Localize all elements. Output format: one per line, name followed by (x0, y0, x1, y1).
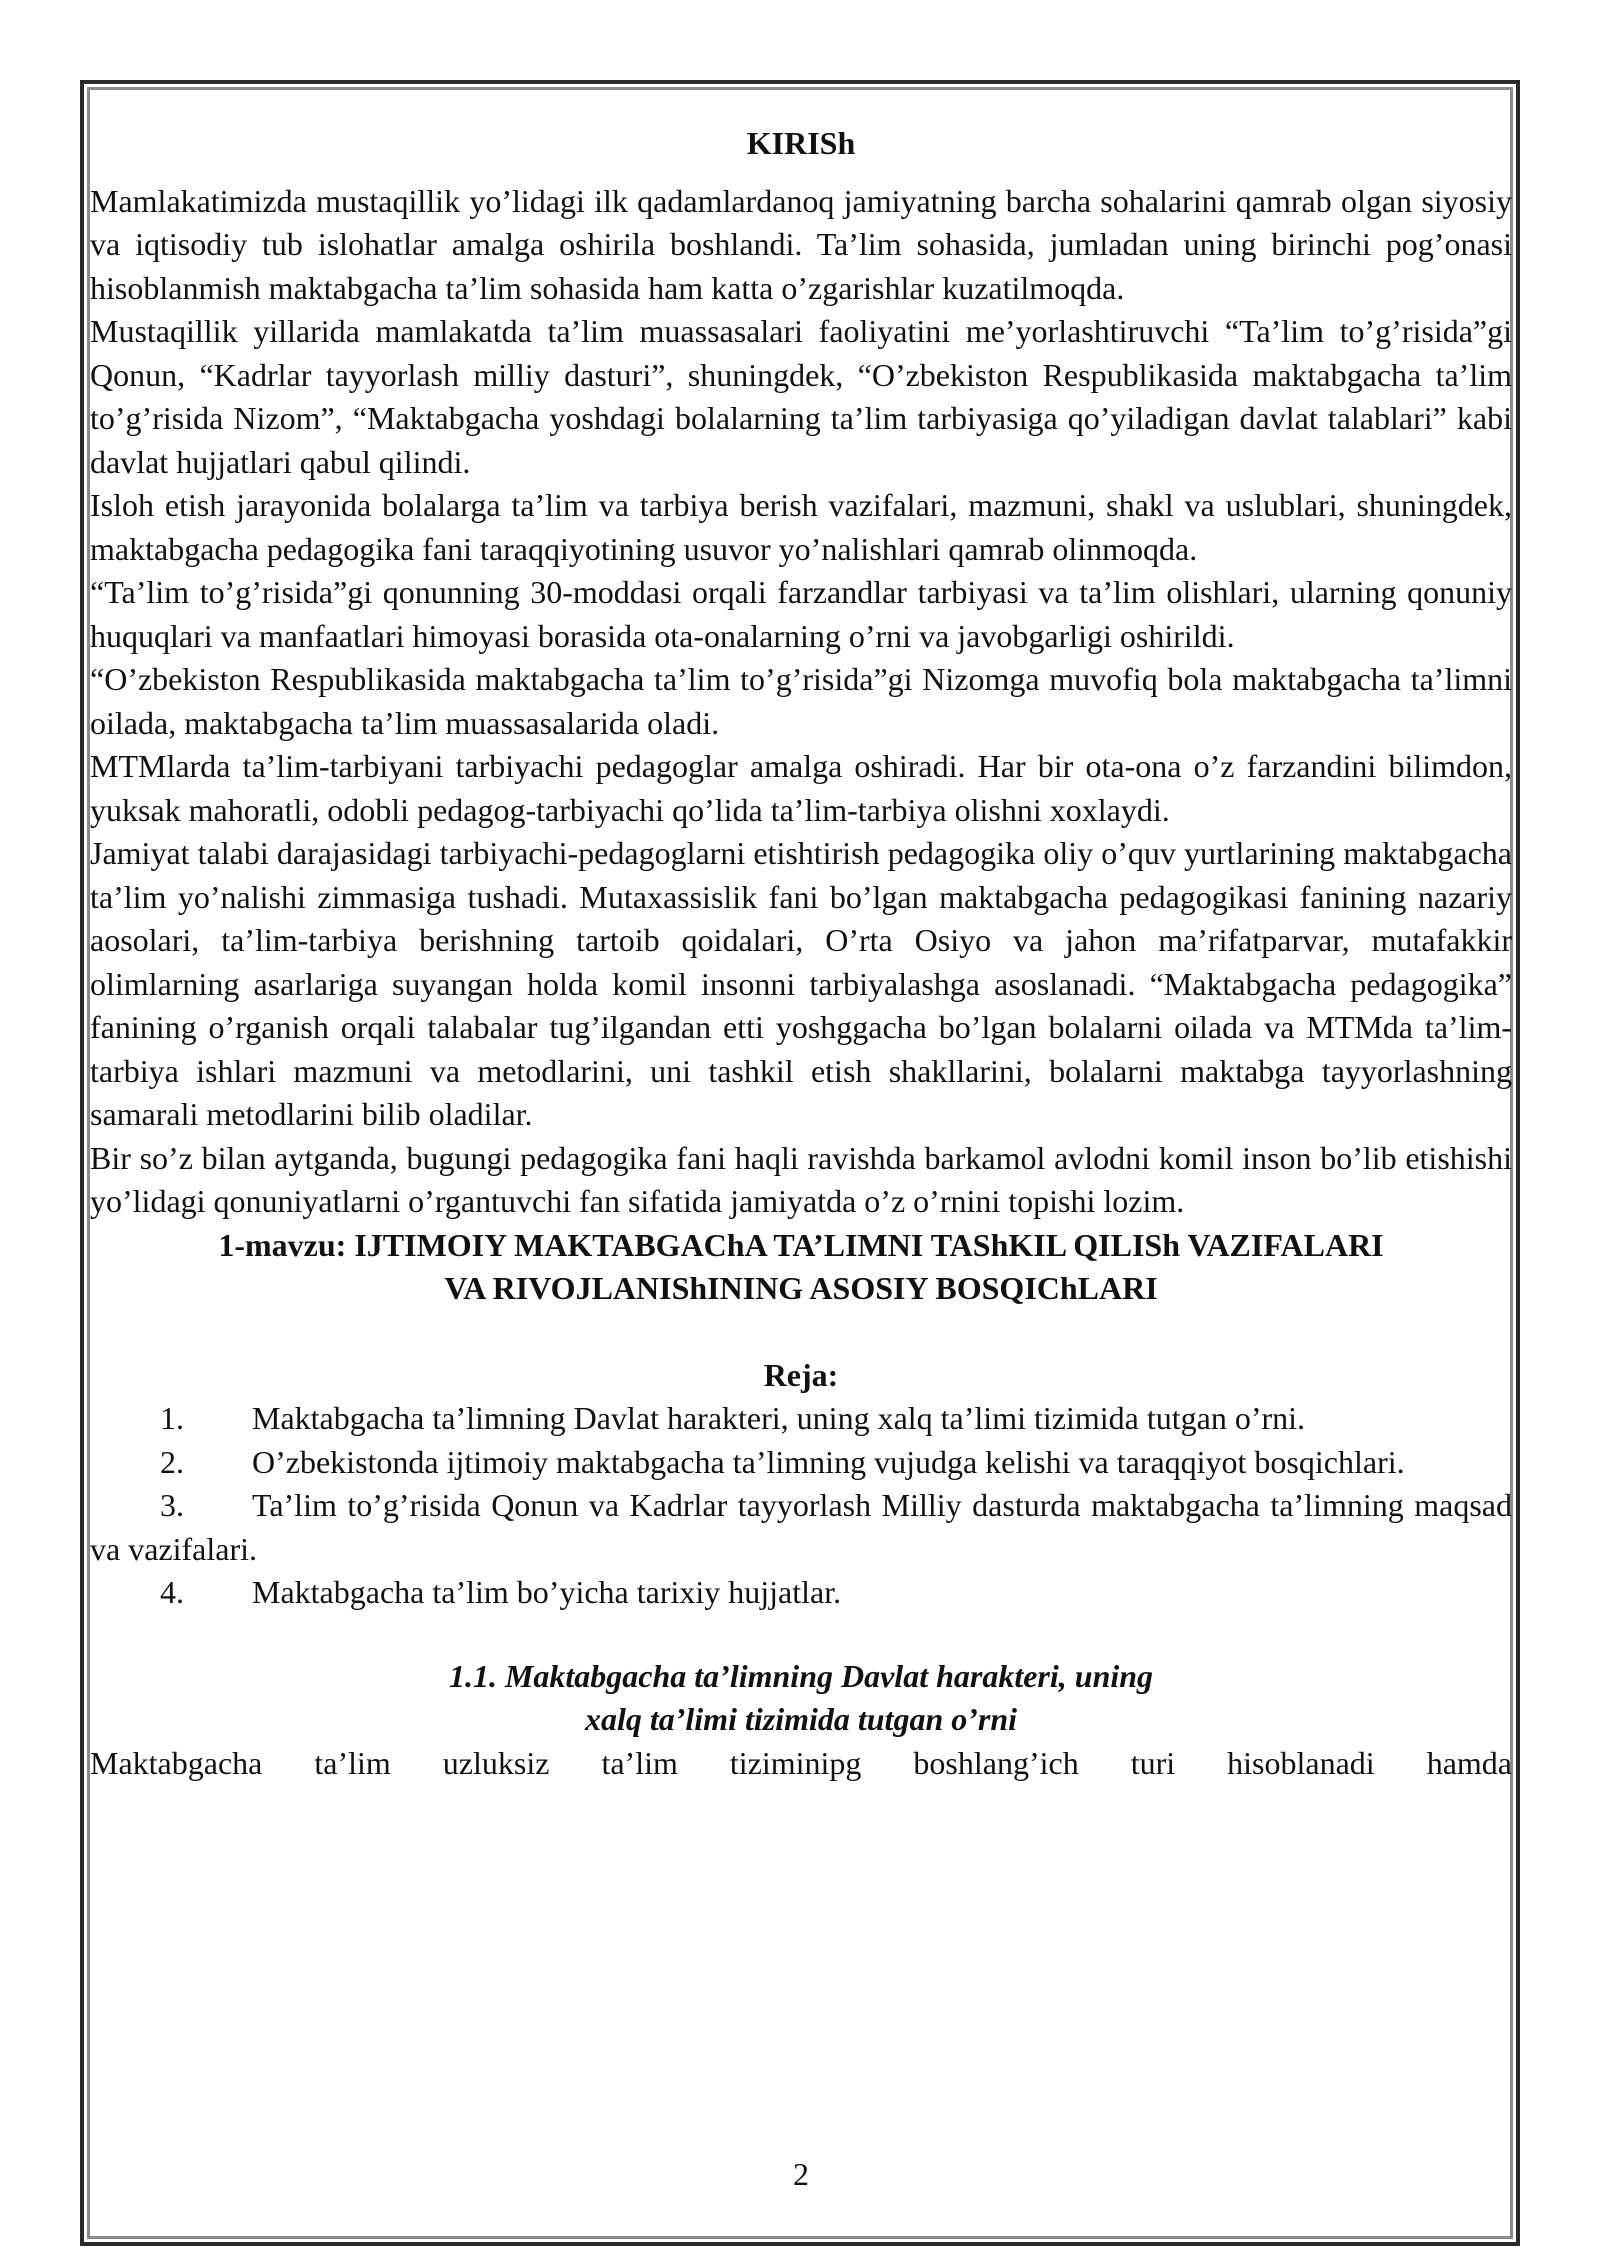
plan-item-number: 1. (160, 1400, 184, 1436)
paragraph: MTMlarda ta’lim-tarbiyani tarbiyachi pedagoglar amalga oshiradi. Har bir ota-ona o’z farzandini bilimdon, yuksak mahoratli, odobli pedagog-tarbiyachi qo’lida ta’lim-tarbiya olishni xoxlaydi. (90, 748, 1512, 828)
paragraph: Maktabgacha ta’lim uzluksiz ta’lim tiziminipg boshlang’ich turi hisoblanadi hamda (90, 1744, 1512, 1781)
plan-heading: Reja: (763, 1356, 839, 1393)
section-heading-line-1: 1.1. Maktabgacha ta’limning Davlat harakteri, uning (448, 1657, 1154, 1694)
section-heading-line-2: xalq ta’limi tizimida tutgan o’rni (584, 1701, 1018, 1737)
document-title: KIRISh (746, 125, 856, 161)
plan-item-text: O’zbekistonda ijtimoiy maktabgacha ta’limning vujudga kelishi va taraqqiyot bosqichlari. (252, 1443, 1405, 1480)
paragraph: Jamiyat talabi darajasidagi tarbiyachi-pedagoglarni etishtirish pedagogika oliy o’quv yurtlarining maktabgacha ta’lim yo’nalishi zimmasiga tushadi. Mutaxassislik fani bo’lgan maktabgacha pedagogikasi fanining nazariy aosolari, ta’lim-tarbiya berishning tartoib qoidalari, O’rta Osiyo va jahon ma’rifatparvar, mutafakkir olimlarning asarlariga suyangan holda komil insonni tarbiyalashga asoslanadi. “Maktabgacha pedagogika” fanining o’rganish orqali talabalar tug’ilgandan etti yoshggacha bo’lgan bolalarni oilada va MTMda ta’lim-tarbiya ishlari mazmuni va metodlarini, uni tashkil etish shakllarini, bolalarni maktabga tayyorlashning samarali metodlarini bilib oladilar. (90, 835, 1512, 1132)
plan-item-number: 4. (160, 1574, 184, 1610)
plan-item-text: Maktabgacha ta’limning Davlat harakteri, uning xalq ta’limi tizimida tutgan o’rni. (252, 1400, 1306, 1436)
page-number: 2 (793, 2156, 809, 2192)
plan-item-number: 2. (160, 1443, 184, 1480)
topic-heading-line-1: 1-mavzu: IJTIMOIY MAKTABGAChA TA’LIMNI TAShKIL QILISh VAZIFALARI (218, 1226, 1384, 1263)
plan-item-number: 3. (160, 1487, 184, 1523)
plan-item (90, 1484, 1512, 1571)
topic-heading-line-2: VA RIVOJLANIShINING ASOSIY BOSQIChLARI (444, 1270, 1158, 1306)
plan-item-text: Ta’lim to’g’risida Qonun va Kadrlar tayyorlash Milliy dasturda maktabgacha ta’limning maqsad va vazifalari. (90, 1487, 1512, 1567)
paragraph: Mustaqillik yillarida mamlakatda ta’lim muassasalari faoliyatini me’yorlashtiruvchi “Ta’lim to’g’risida”gi Qonun, “Kadrlar tayyorlash milliy dasturi”, shuningdek, “O’zbekiston Respublikasida maktabgacha ta’lim to’g’risida Nizom”, “Maktabgacha yoshdagi bolalarning ta’lim tarbiyasiga qo’yiladigan davlat talablari” kabi davlat hujjatlari qabul qilindi. (90, 313, 1512, 480)
paragraph: Isloh etish jarayonida bolalarga ta’lim va tarbiya berish vazifalari, mazmuni, shakl va uslublari, shuningdek, maktabgacha pedagogika fani taraqqiyotining usuvor yo’nalishlari qamrab olinmoqda. (90, 487, 1512, 567)
plan-item (90, 1397, 1512, 1441)
paragraph: Mamlakatimizda mustaqillik yo’lidagi ilk qadamlardanoq jamiyatning barcha sohalarini qamrab olgan siyosiy va iqtisodiy tub islohatlar amalga oshirila boshlandi. Ta’lim sohasida, jumladan uning birinchi pog’onasi hisoblanmish maktabgacha ta’lim sohasida ham katta o’zgarishlar kuzatilmoqda. (90, 182, 1512, 306)
plan-item-text: Maktabgacha ta’lim bo’yicha tarixiy hujjatlar. (252, 1574, 842, 1610)
plan-item (90, 1571, 1512, 1615)
paragraph: Bir so’z bilan aytganda, bugungi pedagogika fani haqli ravishda barkamol avlodni komil inson bo’lib etishishi yo’lidagi qonuniyatlarni o’rgantuvchi fan sifatida jamiyatda o’z o’rnini topishi lozim. (90, 1139, 1512, 1219)
paragraph: “Ta’lim to’g’risida”gi qonunning 30-moddasi orqali farzandlar tarbiyasi va ta’lim olishlari, ularning qonuniy huquqlari va manfaatlari himoyasi borasida ota-onalarning o’rni va javobgarligi oshirildi. (90, 574, 1512, 654)
document-page (90, 122, 1512, 1785)
plan-item (90, 1441, 1512, 1485)
paragraph: “O’zbekiston Respublikasida maktabgacha ta’lim to’g’risida”gi Nizomga muvofiq bola maktabgacha ta’limni oilada, maktabgacha ta’lim muassasalarida oladi. (90, 661, 1512, 741)
